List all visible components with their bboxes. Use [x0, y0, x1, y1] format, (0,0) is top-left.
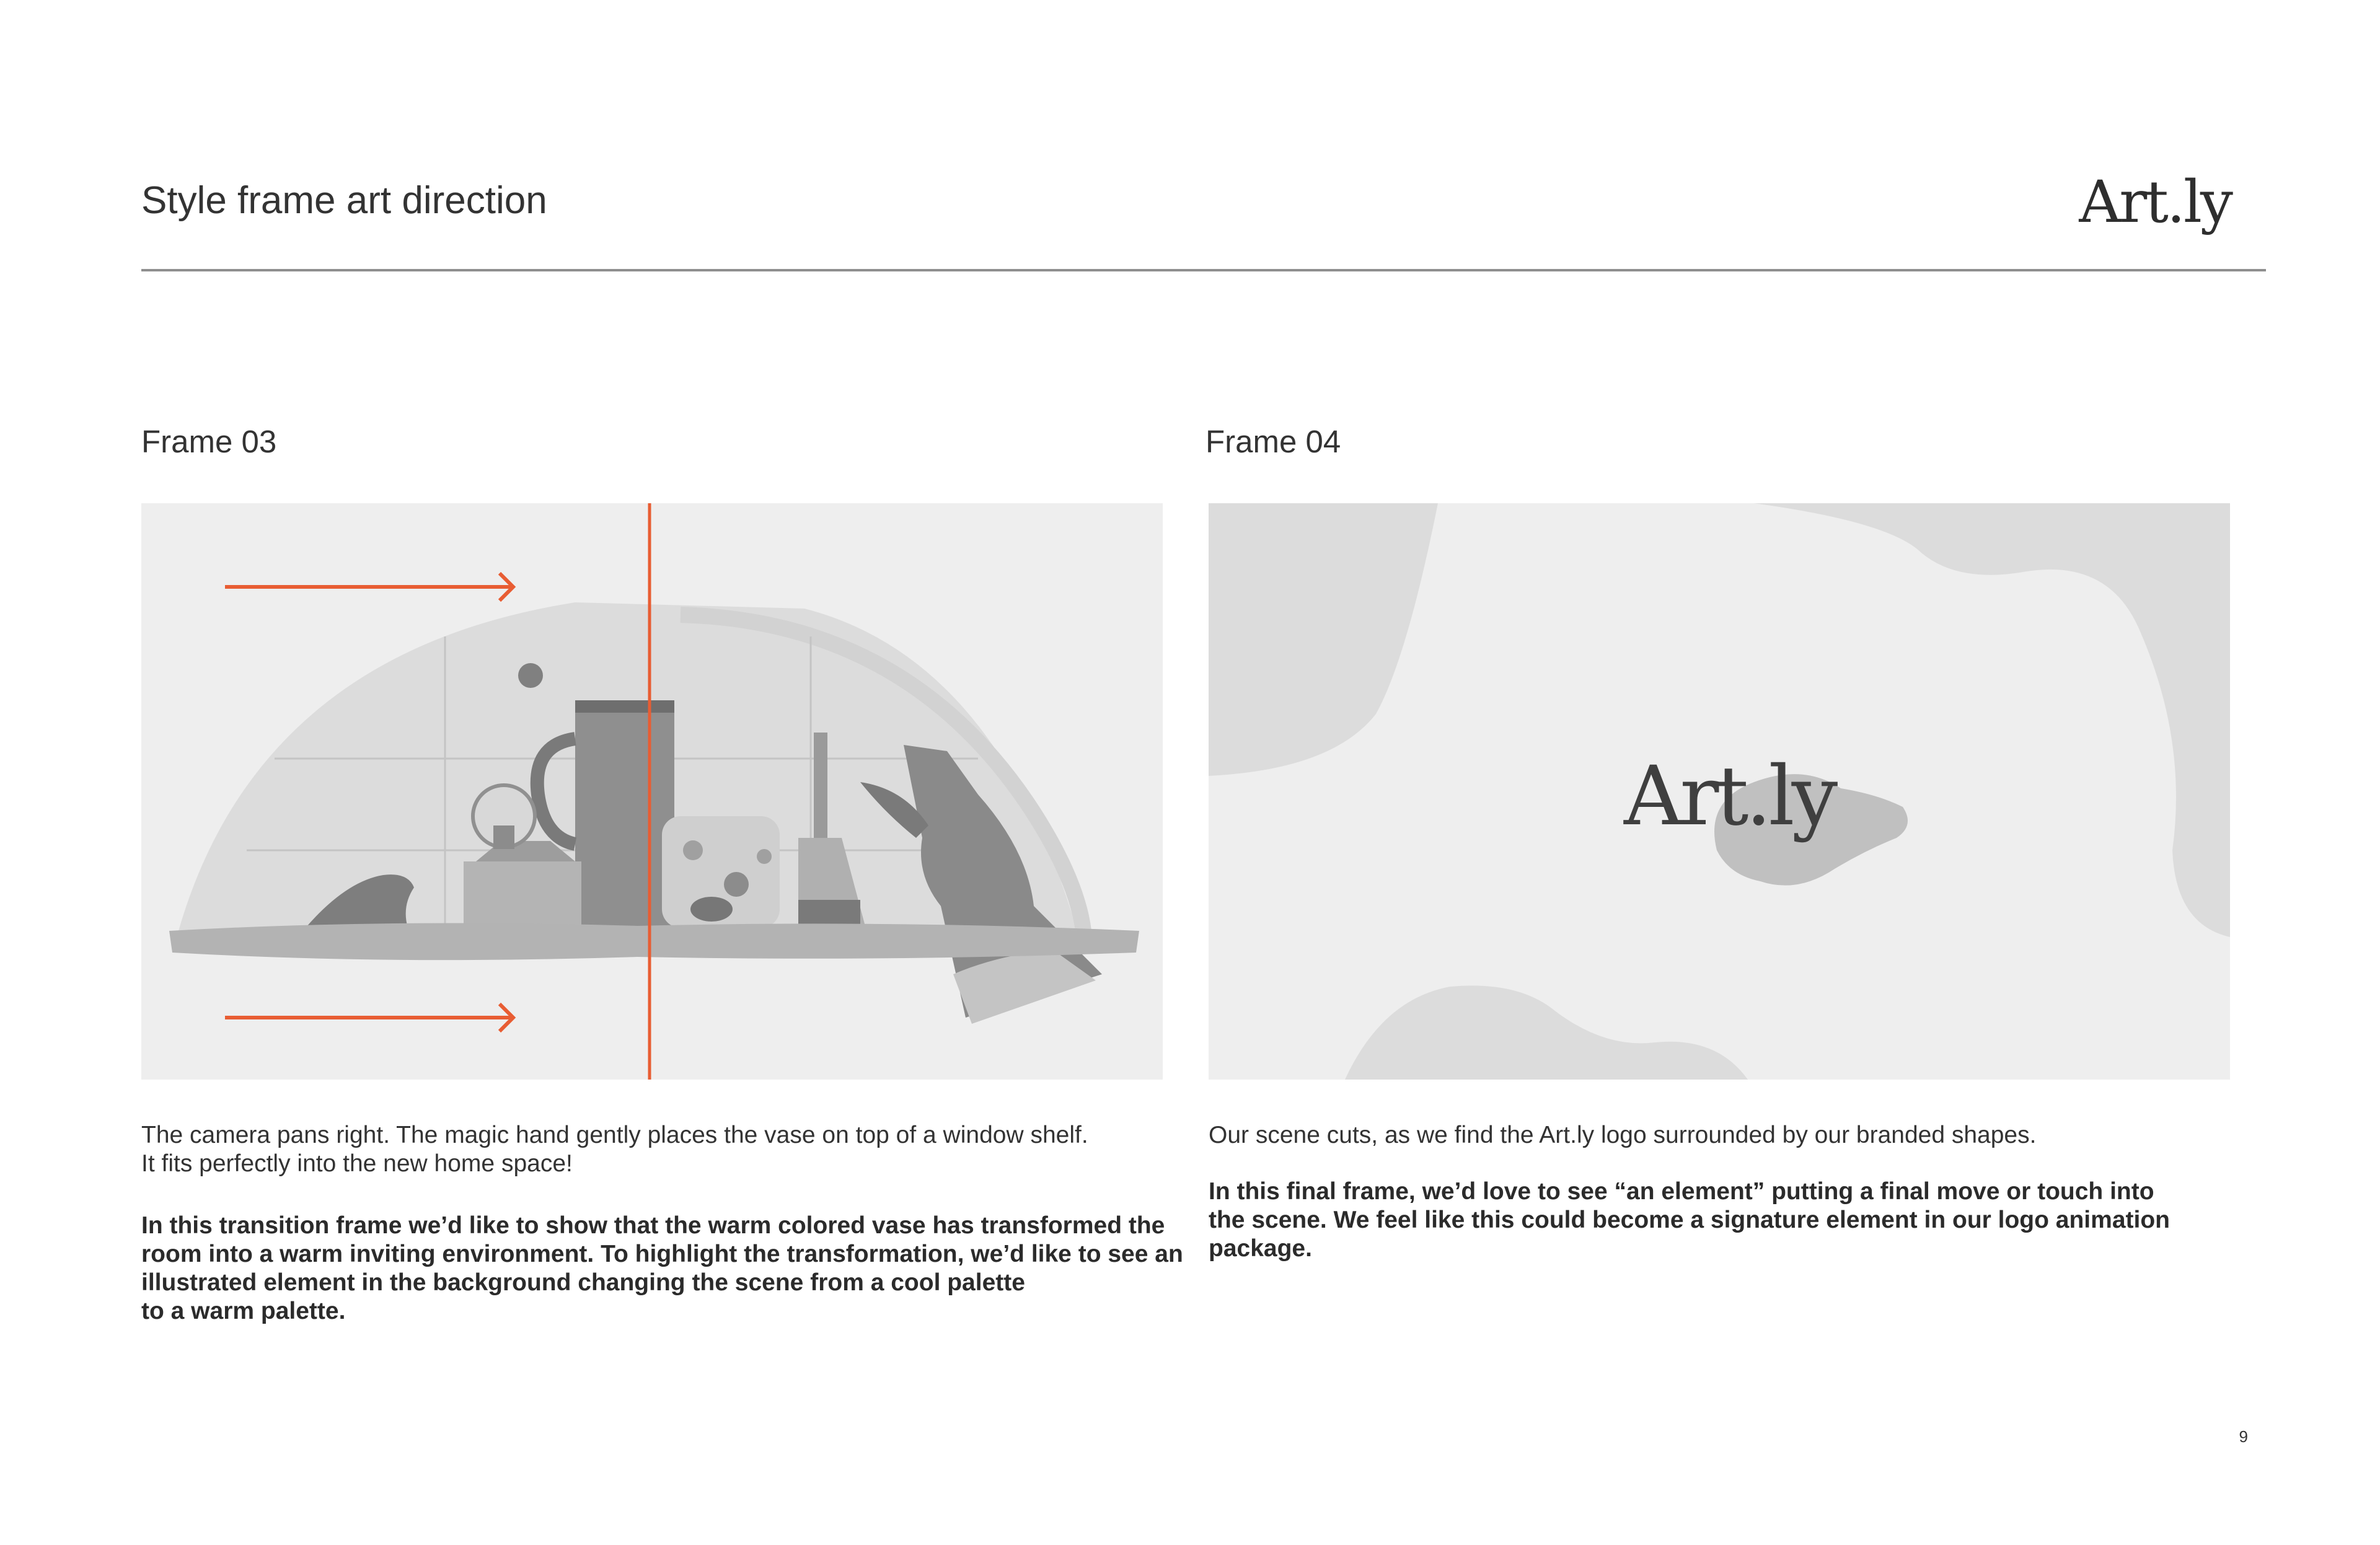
brand-logo: Art.ly: [2079, 169, 2231, 236]
header-divider: [141, 269, 2266, 271]
frame-03-direction: [141, 1212, 1207, 1326]
frame-03-caption: [141, 1121, 1195, 1178]
direction-line: In this transition frame we’d like to show that the warm colored vase has transformed the: [141, 1212, 1165, 1239]
frame-04-illustration: [1209, 503, 2230, 1080]
page-title: Style frame art direction: [141, 179, 547, 222]
direction-line: to a warm palette.: [141, 1298, 346, 1324]
frame-04-caption: [1209, 1121, 2262, 1150]
brand-shape-bottom: [1345, 985, 1748, 1080]
direction-line: the scene. We feel like this could become a signature element in our logo animation package.: [1209, 1207, 2170, 1262]
frame-03-illustration: [141, 503, 1163, 1080]
direction-line: illustrated element in the background changing the scene from a cool palette: [141, 1269, 1025, 1296]
lamp-base: [464, 861, 581, 930]
caption-line: It fits perfectly into the new home space!: [141, 1150, 573, 1177]
tall-vase: [575, 700, 674, 927]
frame-04-label: Frame 04: [1205, 424, 1341, 459]
frame-03-label: Frame 03: [141, 424, 277, 459]
pan-arrow-bottom: [225, 1004, 513, 1031]
caption-line: The camera pans right. The magic hand gently places the vase on top of a window shelf.: [141, 1122, 1088, 1148]
direction-line: In this final frame, we’d love to see “an element” putting a final move or touch into: [1209, 1178, 2154, 1205]
brand-shape-left: [1209, 503, 1438, 776]
moon-dot: [518, 663, 543, 688]
direction-line: room into a warm inviting environment. To highlight the transformation, we’d like to see an: [141, 1241, 1183, 1267]
frame-logo: Art.ly: [1624, 749, 1835, 844]
page-number: 9: [2239, 1427, 2248, 1446]
candle: [814, 733, 827, 838]
frame-04-direction: [1209, 1177, 2268, 1263]
pan-arrow-top: [225, 573, 513, 601]
window-shelf: [169, 923, 1139, 961]
caption-line: Our scene cuts, as we find the Art.ly logo surrounded by our branded shapes.: [1209, 1122, 2037, 1148]
